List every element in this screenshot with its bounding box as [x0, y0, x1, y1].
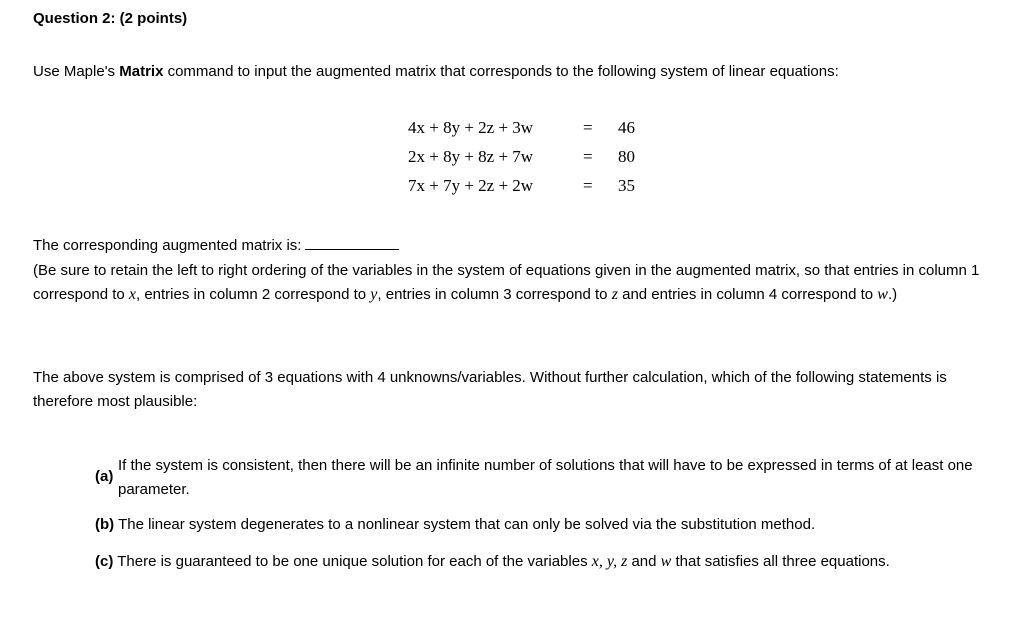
- equation-1-rhs: 46: [618, 118, 635, 137]
- question-intro: [33, 63, 839, 80]
- option-c-text-mid: and: [627, 553, 661, 570]
- intro-text-before: Use Maple's: [33, 63, 120, 80]
- option-c-var-w: w: [660, 553, 672, 570]
- option-c[interactable]: [95, 553, 890, 571]
- note-part-1: (Be sure to retain the left to right ordering of the variables in the system of equations given in the augmented matrix, so that entries in column 1 correspond to: [33, 262, 980, 303]
- option-a-label[interactable]: (a): [95, 468, 114, 485]
- option-c-text-before: There is guaranteed to be one unique solution for each of the variables: [117, 553, 592, 570]
- note-part-5: .): [887, 285, 898, 303]
- matrix-command-name: Matrix: [119, 63, 164, 80]
- equation-2-equals: =: [583, 147, 593, 166]
- note-var-w: w: [877, 285, 888, 303]
- system-statement: The above system is comprised of 3 equations with 4 unknowns/variables. Without further calculation, which of the following statements is therefore most plausible:: [33, 369, 947, 410]
- matrix-prompt-text: The corresponding augmented matrix is:: [33, 237, 302, 254]
- equation-2-lhs: 2x + 8y + 8z + 7w: [408, 147, 534, 166]
- equation-1-lhs: 4x + 8y + 2z + 3w: [408, 118, 534, 137]
- intro-text-after: command to input the augmented matrix that corresponds to the following system of linear equations:: [163, 63, 839, 80]
- note-part-4: and entries in column 4 correspond to: [617, 285, 878, 303]
- note-var-z: z: [611, 285, 618, 303]
- equation-1-equals: =: [583, 118, 593, 137]
- matrix-prompt: [33, 234, 1008, 258]
- option-b-label: (b): [95, 516, 115, 533]
- ordering-note: [33, 259, 1008, 306]
- answer-blank[interactable]: [305, 237, 399, 250]
- note-var-x: x: [128, 285, 136, 303]
- question-title: Question 2: (2 points): [33, 10, 188, 27]
- note-part-3: , entries in column 3 correspond to: [377, 285, 612, 303]
- equation-2-rhs: 80: [618, 147, 635, 166]
- option-c-vars: x, y, z: [591, 553, 628, 570]
- option-b-text: The linear system degenerates to a nonlinear system that can only be solved via the substitution method.: [118, 516, 816, 533]
- note-var-y: y: [370, 285, 378, 303]
- option-b[interactable]: [95, 516, 815, 533]
- option-c-label: (c): [95, 553, 114, 570]
- equation-3-lhs: 7x + 7y + 2z + 2w: [408, 176, 534, 195]
- equation-3-equals: =: [583, 176, 593, 195]
- note-part-2: , entries in column 2 correspond to: [136, 285, 371, 303]
- option-c-text-after: that satisfies all three equations.: [671, 553, 890, 570]
- equation-3-rhs: 35: [618, 176, 635, 195]
- option-a-text[interactable]: If the system is consistent, then there will be an infinite number of solutions that will have to be expressed in terms of at least one parameter.: [118, 457, 973, 498]
